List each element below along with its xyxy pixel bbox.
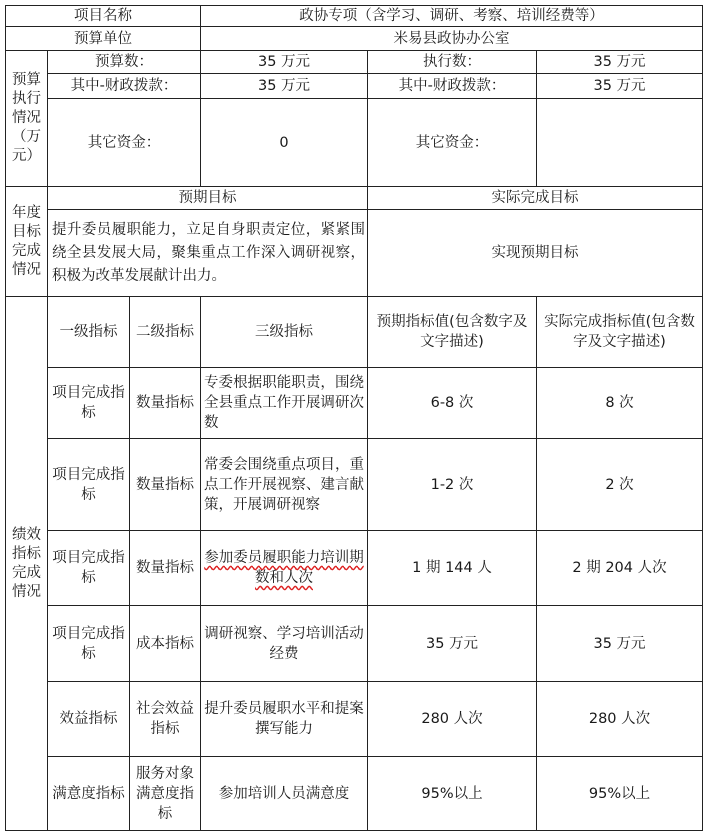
table-row-2-level3 <box>200 530 368 606</box>
table-row-0-expected: 6-8 次 <box>367 367 537 439</box>
fiscal-label-right: 其中-财政拨款： <box>367 73 537 99</box>
table-row-3-actual: 35 万元 <box>536 605 703 682</box>
budget-section-label: 预算执行情况（万元） <box>5 50 48 187</box>
table-row-1-level3: 常委会围绕重点项目，重点工作开展视察、建言献策，开展调研视察 <box>200 438 368 531</box>
table-row-4-level1: 效益指标 <box>47 681 130 757</box>
annual-goal-section-label: 年度目标完成情况 <box>5 186 48 297</box>
table-row-3-level2: 成本指标 <box>129 605 201 682</box>
table-row-4-level2: 社会效益指标 <box>129 681 201 757</box>
table-row-3-level3: 调研视察、学习培训活动经费 <box>200 605 368 682</box>
table-row-2-level2: 数量指标 <box>129 530 201 606</box>
table-row-3-level1: 项目完成指标 <box>47 605 130 682</box>
table-row-2-expected: 1 期 144 人 <box>367 530 537 606</box>
fiscal-value-left: 35 万元 <box>200 73 368 99</box>
table-row-1-level2: 数量指标 <box>129 438 201 531</box>
table-row-0-level1: 项目完成指标 <box>47 367 130 439</box>
table-row-2-level1: 项目完成指标 <box>47 530 130 606</box>
table-row-4-expected: 280 人次 <box>367 681 537 757</box>
budget-amount-value: 35 万元 <box>200 50 368 74</box>
performance-section-label: 绩效指标完成情况 <box>5 296 48 831</box>
other-funds-value-right <box>536 98 703 187</box>
other-funds-label-right: 其它资金： <box>367 98 537 187</box>
table-row-5-expected: 95%以上 <box>367 756 537 831</box>
table-row-1-level1: 项目完成指标 <box>47 438 130 531</box>
column-header-level1: 一级指标 <box>47 296 130 368</box>
project-name-value: 政协专项（含学习、调研、考察、培训经费等） <box>200 5 703 27</box>
budget-unit-label: 预算单位 <box>5 26 201 51</box>
column-header-level2: 二级指标 <box>129 296 201 368</box>
table-row-1-actual: 2 次 <box>536 438 703 531</box>
table-row-5-level3: 参加培训人员满意度 <box>200 756 368 831</box>
fiscal-value-right: 35 万元 <box>536 73 703 99</box>
table-row-5-actual: 95%以上 <box>536 756 703 831</box>
table-row-0-level2: 数量指标 <box>129 367 201 439</box>
table-row-4-level3: 提升委员履职水平和提案撰写能力 <box>200 681 368 757</box>
project-name-label: 项目名称 <box>5 5 201 27</box>
table-row-2-level3-text: 参加委员履职能力培训期数和人次 <box>204 550 364 586</box>
table-row-3-expected: 35 万元 <box>367 605 537 682</box>
column-header-level3: 三级指标 <box>200 296 368 368</box>
column-header-actual: 实际完成指标值(包含数字及文字描述) <box>536 296 703 368</box>
fiscal-label-left: 其中-财政拨款： <box>47 73 201 99</box>
other-funds-value-left: 0 <box>200 98 368 187</box>
other-funds-label-left: 其它资金： <box>47 98 201 187</box>
budget-unit-value: 米易县政协办公室 <box>200 26 703 51</box>
table-row-0-level3: 专委根据职能职责，围绕全县重点工作开展调研次数 <box>200 367 368 439</box>
expected-goal-header: 预期目标 <box>47 186 368 210</box>
table-row-5-level1: 满意度指标 <box>47 756 130 831</box>
table-row-1-expected: 1-2 次 <box>367 438 537 531</box>
actual-goal-text: 实现预期目标 <box>367 209 703 297</box>
actual-goal-header: 实际完成目标 <box>367 186 703 210</box>
table-row-5-level2: 服务对象满意度指标 <box>129 756 201 831</box>
executed-amount-value: 35 万元 <box>536 50 703 74</box>
table-row-0-actual: 8 次 <box>536 367 703 439</box>
executed-amount-label: 执行数： <box>367 50 537 74</box>
table-row-2-actual: 2 期 204 人次 <box>536 530 703 606</box>
budget-amount-label: 预算数： <box>47 50 201 74</box>
expected-goal-text: 提升委员履职能力，立足自身职责定位，紧紧围绕全县发展大局，聚集重点工作深入调研视察，积极为改革发展献计出力。 <box>47 209 368 297</box>
column-header-expected: 预期指标值(包含数字及文字描述) <box>367 296 537 368</box>
table-row-4-actual: 280 人次 <box>536 681 703 757</box>
